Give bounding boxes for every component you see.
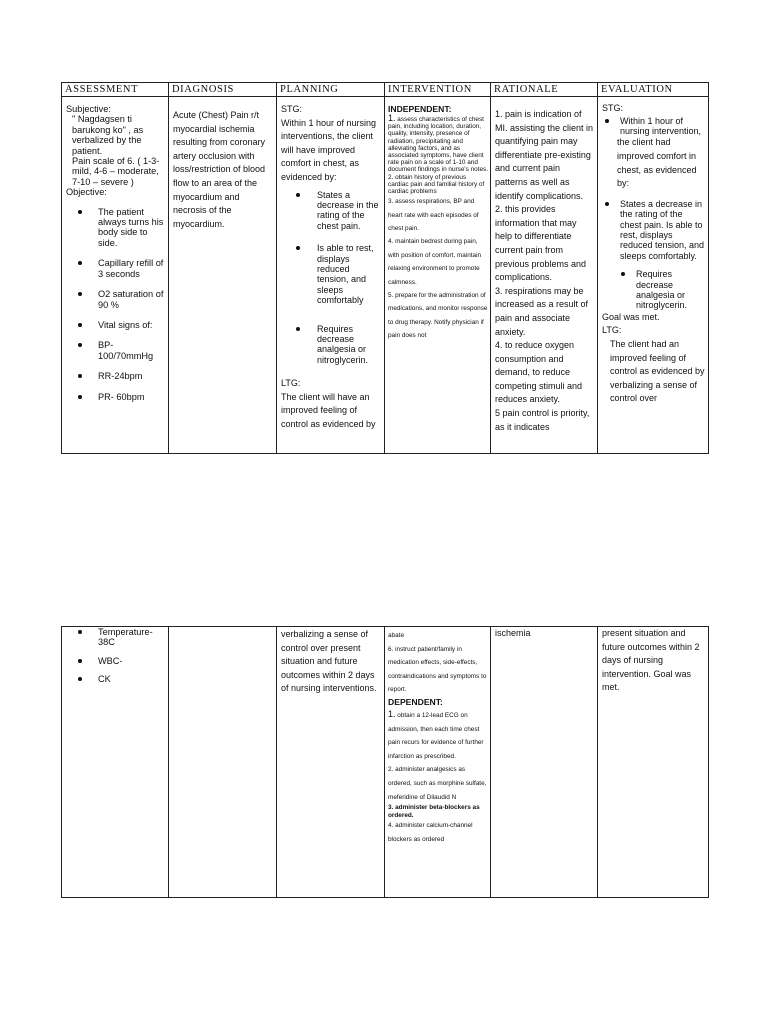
evaluation-text: present situation and future outcomes within 2 days of nursing intervention. Goal was met. <box>602 628 700 693</box>
intervention-item: 4. maintain bedrest during pain, with position of comfort, maintain relaxing environment to promote calmness. <box>388 238 482 286</box>
ltg-label: LTG: <box>602 325 622 336</box>
list-item: Temperature- 38C <box>98 627 165 648</box>
planning-list <box>281 190 381 366</box>
table-row <box>62 627 709 898</box>
list-item: Within 1 hour of nursing intervention, <box>620 116 705 137</box>
intervention-item: 4. administer calcium-channel blockers as ordered <box>388 821 473 843</box>
goal-status: Goal was met. <box>602 311 660 322</box>
rationale-cell <box>491 97 598 454</box>
intervention-item: 3. assess respirations, BP and heart rate with each episodes of chest pain. <box>388 198 479 233</box>
rationale-cell <box>491 627 598 898</box>
evaluation-cell <box>598 97 709 454</box>
diagnosis-text: Acute (Chest) Pain r/t myocardial ischemia resulting from coronary artery occlusion with loss/restriction of blood flow to an area of the myocardium and necrosis of the myocardium. <box>173 110 266 229</box>
stg-text: Within 1 hour of nursing interventions, the client will have improved comfort in chest, as evidenced by: <box>281 117 377 182</box>
intervention-item: 5. prepare for the administration of medications, and monitor response to drug therapy. Notify physician if pain does not <box>388 292 488 340</box>
evaluation-cell <box>598 627 709 898</box>
rationale-item: 5 pain control is priority, as it indicates <box>495 408 590 432</box>
assessment-cell <box>62 627 169 898</box>
patient-quote: " Nagdagsen ti barukong ko" , as verbalized by the patient. <box>72 114 144 156</box>
objective-list <box>66 207 165 402</box>
table-row <box>62 97 709 454</box>
evaluation-list <box>602 116 705 137</box>
pain-scale: Pain scale of 6. ( 1-3- mild, 4-6 – moderate, 7-10 – severe ) <box>72 156 160 187</box>
header-planning: PLANNING <box>277 83 385 97</box>
list-item: BP- 100/70mmHg <box>98 340 165 361</box>
diagnosis-cell <box>169 97 277 454</box>
objective-list <box>66 627 165 685</box>
nursing-care-plan-table <box>61 82 709 454</box>
intervention-item: 2. obtain history of previous cardiac pain and familial history of cardiac problems <box>388 173 485 196</box>
header-rationale: RATIONALE <box>491 83 598 97</box>
intervention-item: 6. instruct patient/family in medication effects, side-effects, contraindications and symptoms to report. <box>388 645 487 694</box>
header-intervention: INTERVENTION <box>385 83 491 97</box>
intervention-cell <box>385 627 491 898</box>
intervention-number: 1. <box>388 113 396 123</box>
planning-cell <box>277 97 385 454</box>
list-item: PR- 60bpm <box>98 392 165 402</box>
intervention-text: assess characteristics of chest pain, including location, duration, quality, intensity, presence of radiation, precipitating and alleviating factors, and as associated symptoms, have client rate pain on a scale of 1-10 and document findings in nurse's notes. <box>388 116 488 174</box>
evaluation-text: the client had improved comfort in chest, as evidenced by: <box>617 137 697 189</box>
intervention-item: 2. administer analgesics as ordered, such as morphine sulfate, meferidine of Dilaudid N <box>388 766 487 801</box>
evaluation-sublist <box>602 269 705 311</box>
list-item: Requires decrease analgesia or nitroglycerin. <box>636 269 705 311</box>
ltg-text: The client will have an improved feeling of control as evidenced by <box>281 391 376 430</box>
list-item: RR-24bpm <box>98 371 165 381</box>
diagnosis-cell <box>169 627 277 898</box>
rationale-item: ischemia <box>495 628 531 638</box>
rationale-item: 2. this provides information that may help to differentiate current pain from previous problems and complications. <box>495 204 587 283</box>
list-item: Requires decrease analgesia or nitroglycerin. <box>317 324 381 366</box>
header-row <box>62 83 709 97</box>
stg-label: STG: <box>281 104 303 114</box>
intervention-item: 3. administer beta-blockers as ordered. <box>388 804 480 819</box>
list-item: Vital signs of: <box>98 320 165 330</box>
intervention-item <box>388 708 488 763</box>
subjective-label: Subjective: <box>66 104 111 114</box>
list-item: States a decrease in the rating of the chest pain. <box>317 190 381 232</box>
stg-label: STG: <box>602 103 624 113</box>
evaluation-list <box>602 199 705 261</box>
rationale-item: 3. respirations may be increased as a result of pain and associate anxiety. <box>495 285 589 337</box>
intervention-item: abate <box>388 632 404 639</box>
ltg-text: verbalizing a sense of control over present situation and future outcomes within 2 days of nursing interventions. <box>281 629 377 694</box>
list-item: Is able to rest, displays reduced tension, and sleeps comfortably <box>317 243 381 305</box>
list-item: The patient always turns his body side to side. <box>98 206 164 248</box>
intervention-item <box>388 115 488 174</box>
objective-label: Objective: <box>66 187 107 198</box>
dependent-label: DEPENDENT: <box>388 696 443 707</box>
list-item: Capillary refill of 3 seconds <box>98 258 164 279</box>
intervention-number: 1. <box>388 708 396 719</box>
ltg-label: LTG: <box>281 378 301 389</box>
list-item: CK <box>98 674 165 684</box>
intervention-cell <box>385 97 491 454</box>
planning-cell <box>277 627 385 898</box>
independent-label: INDEPENDENT: <box>388 104 452 114</box>
assessment-cell <box>62 97 169 454</box>
nursing-care-plan-table-continued <box>61 626 709 898</box>
list-item: WBC- <box>98 656 165 666</box>
intervention-text: obtain a 12-lead ECG on admission, then each time chest pain recurs for evidence of further infarction as prescribed. <box>388 711 484 760</box>
rationale-item: 4. to reduce oxygen consumption and demand, to reduce competing stimuli and reduces anxiety. <box>495 340 583 405</box>
list-item: States a decrease in the rating of the chest pain. Is able to rest, displays reduced tension, and sleeps comfortably. <box>620 198 705 261</box>
header-assessment: ASSESSMENT <box>62 83 169 97</box>
rationale-item: 1. pain is indication of MI. assisting the client in quantifying pain may differentiate pre-existing and current pain patterns as well as identify complications. <box>495 109 594 201</box>
header-evaluation: EVALUATION <box>598 83 709 97</box>
list-item: O2 saturation of 90 % <box>98 289 164 310</box>
header-diagnosis: DIAGNOSIS <box>169 83 277 97</box>
evaluation-text: The client had an improved feeling of control as evidenced by verbalizing a sense of control over <box>610 339 705 404</box>
